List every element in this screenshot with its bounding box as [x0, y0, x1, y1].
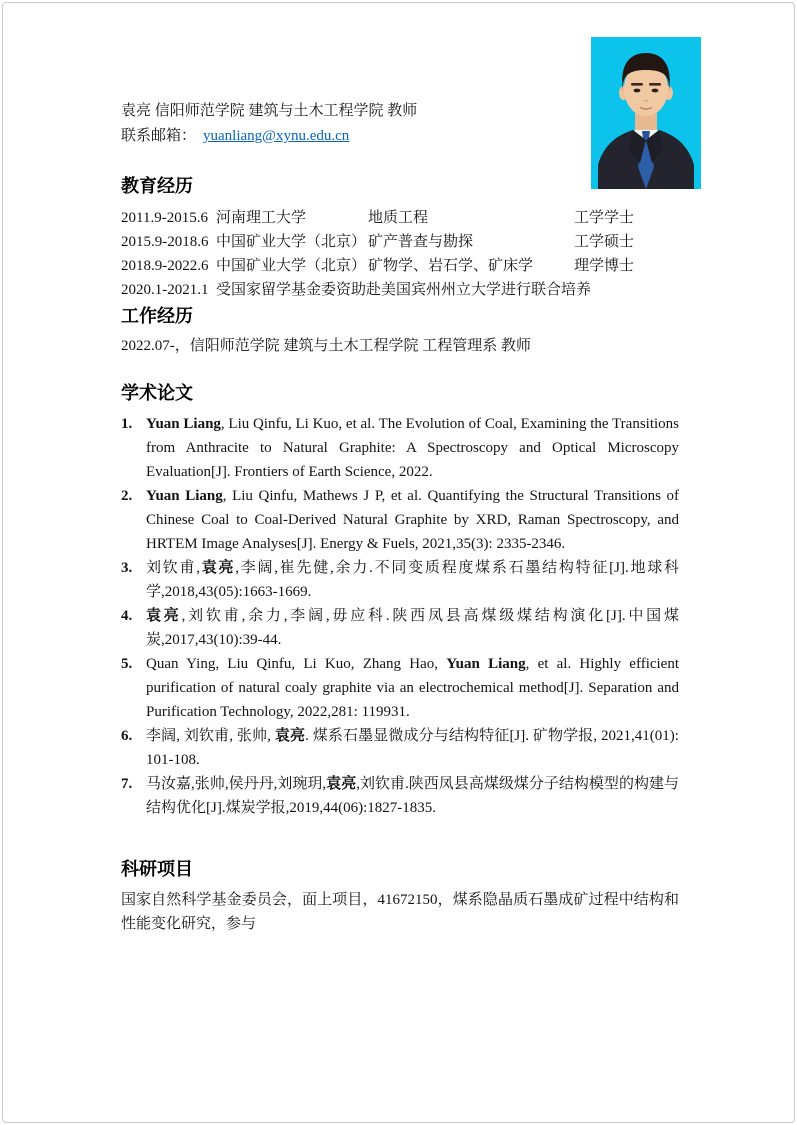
education-rows	[121, 206, 679, 302]
paper-text	[146, 604, 679, 652]
paper-item	[121, 724, 679, 772]
paper-text	[146, 556, 679, 604]
education-row	[121, 206, 679, 230]
paper-segment: 李阔, 刘钦甫, 张帅,	[146, 728, 275, 744]
email-line	[121, 123, 679, 149]
section-title-papers: 学术论文	[121, 383, 193, 403]
paper-segment: , Liu Qinfu, Mathews J P, et al. Quantifying the Structural Transitions of Chinese Coal to Coal-Derived Natural Graphite by XRD, Raman Spectroscopy, and HRTEM Image Analyses[J]. Energy & Fuels, 2021,35(3): 2335-2346.	[146, 488, 679, 552]
paper-segment: Quan Ying, Liu Qinfu, Li Kuo, Zhang Hao,	[146, 656, 447, 672]
education-school: 河南理工大学	[216, 210, 307, 226]
paper-segment: 袁亮	[274, 728, 306, 744]
education-period: 2020.1-2021.1	[121, 282, 209, 298]
work-entry: 2022.07-，信阳师范学院 建筑与土木工程学院 工程管理系 教师	[121, 338, 531, 354]
project-entries	[121, 888, 679, 936]
paper-text	[146, 484, 679, 556]
section-title-projects: 科研项目	[121, 859, 193, 879]
education-row	[121, 254, 679, 278]
paper-number: 3.	[121, 560, 133, 576]
paper-segment: 马汝嘉,张帅,侯丹丹,刘琬玥,	[146, 776, 327, 792]
education-major: 地质工程	[368, 210, 429, 226]
section-title-education: 教育经历	[121, 176, 193, 196]
work-entries	[121, 334, 679, 358]
paper-segment: 袁亮	[146, 608, 182, 624]
education-row	[121, 278, 679, 302]
paper-item	[121, 772, 679, 820]
paper-text	[146, 412, 679, 484]
email-label: 联系邮箱：	[121, 128, 197, 144]
project-entry: 国家自然科学基金委员会，面上项目，41672150，煤系隐晶质石墨成矿过程中结构和性能变化研究，参与	[121, 892, 679, 932]
education-row	[121, 230, 679, 254]
paper-number: 1.	[121, 416, 133, 432]
education-major: 矿产普查与勘探	[368, 234, 474, 250]
paper-text	[146, 652, 679, 724]
education-school: 中国矿业大学（北京）	[216, 258, 367, 274]
paper-item	[121, 412, 679, 484]
paper-number: 2.	[121, 488, 133, 504]
education-degree: 理学博士	[574, 258, 635, 274]
papers-list	[121, 412, 679, 820]
paper-number: 4.	[121, 608, 133, 624]
education-degree: 工学学士	[574, 210, 635, 226]
paper-segment: ,刘钦甫,余力,李阔,毋应科.陕西凤县高煤级煤结构演化[J].中国煤炭,2017,43(10):39-44.	[146, 608, 679, 648]
education-note: 受国家留学基金委资助赴美国宾州州立大学进行联合培养	[216, 282, 592, 298]
paper-segment: Yuan Liang	[146, 488, 223, 504]
paper-item	[121, 556, 679, 604]
paper-item	[121, 652, 679, 724]
education-major: 矿物学、岩石学、矿床学	[368, 258, 534, 274]
paper-segment: . 煤系石墨显微成分与结构特征[J]. 矿物学报, 2021,41(01): 101-108.	[146, 728, 679, 768]
education-period: 2018.9-2022.6	[121, 258, 209, 274]
paper-text	[146, 772, 679, 820]
paper-segment: , Liu Qinfu, Li Kuo, et al. The Evolution of Coal, Examining the Transitions from Anthracite to Natural Graphite: A Spectroscopy and Optical Microscopy Evaluation[J]. Frontiers of Earth Science, 2022.	[146, 416, 679, 480]
paper-segment: Yuan Liang	[146, 416, 221, 432]
paper-segment: ,李阔,崔先健,余力.不同变质程度煤系石墨结构特征[J].地球科学,2018,43(05):1663-1669.	[146, 560, 679, 600]
paper-number: 7.	[121, 776, 133, 792]
education-period: 2011.9-2015.6	[121, 210, 208, 226]
email-link[interactable]: yuanliang@xynu.edu.cn	[203, 128, 350, 144]
paper-segment: 刘钦甫,	[146, 560, 201, 576]
paper-item	[121, 484, 679, 556]
resume-page	[2, 2, 795, 1123]
name-line: 袁亮 信阳师范学院 建筑与土木工程学院 教师	[121, 103, 418, 119]
paper-segment: 袁亮	[326, 776, 357, 792]
section-title-work: 工作经历	[121, 306, 193, 326]
paper-number: 5.	[121, 656, 133, 672]
paper-segment: 袁亮	[200, 560, 236, 576]
resume-content	[121, 3, 679, 936]
education-school: 中国矿业大学（北京）	[216, 234, 367, 250]
paper-item	[121, 604, 679, 652]
paper-text	[146, 724, 679, 772]
paper-segment: ,刘钦甫.陕西凤县高煤级煤分子结构模型的构建与结构优化[J].煤炭学报,2019,44(06):1827-1835.	[146, 776, 679, 816]
paper-segment: , et al. Highly efficient purification of natural coaly graphite via an electrochemical method[J]. Separation and Purification Technology, 2022,281: 119931.	[146, 656, 680, 720]
education-period: 2015.9-2018.6	[121, 234, 209, 250]
paper-segment: Yuan Liang	[446, 656, 526, 672]
paper-number: 6.	[121, 728, 133, 744]
education-degree: 工学硕士	[574, 234, 635, 250]
